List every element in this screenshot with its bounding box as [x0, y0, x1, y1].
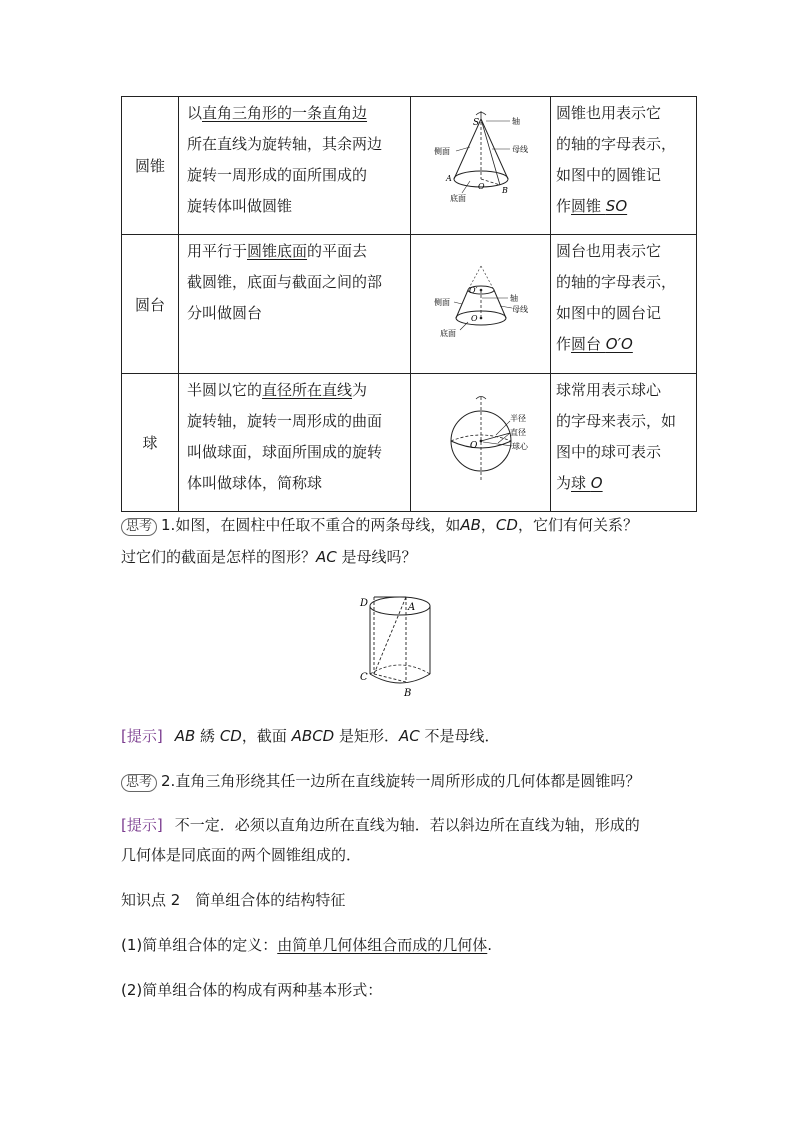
table-row-sphere	[122, 374, 697, 512]
cell-name-sphere: 球	[122, 374, 179, 512]
symbol-cd: CD	[219, 727, 242, 745]
cell-def-cone	[179, 97, 411, 235]
label-a: A	[445, 173, 452, 183]
note-text: 作	[556, 335, 572, 353]
cell-fig-cone	[411, 97, 551, 235]
note-line: 如图中的圆锥记	[556, 166, 662, 184]
label-o: O	[469, 440, 477, 451]
think2-text: 2.直角三角形绕其任一边所在直线旋转一周所形成的几何体都是圆锥吗？	[161, 772, 641, 790]
def-line	[187, 98, 406, 129]
symbol-ac: AC	[316, 548, 337, 566]
def-underlined: 圆锥底面	[247, 242, 308, 260]
label-a: A	[408, 602, 416, 613]
hint2-text: 不一定．必须以直角边所在直线为轴．若以斜边所在直线为轴，形成的	[174, 816, 640, 834]
note-underlined	[571, 474, 603, 492]
note-ul-text: 圆台	[571, 335, 606, 353]
hint2-line1	[121, 810, 681, 840]
label-d: D	[360, 598, 369, 609]
symbol-ac: AC	[399, 727, 420, 745]
label-generatrix: 母线	[511, 144, 528, 154]
def-underlined: 直径所在直线	[262, 381, 353, 399]
note-line	[556, 468, 692, 499]
hint-tag: [提示]	[121, 816, 163, 834]
label-c: C	[360, 672, 368, 683]
parallel-equal-sign: 綉	[195, 727, 220, 745]
hint1-text-2: 是矩形．	[334, 727, 399, 745]
note-ul-symbol: O	[590, 474, 603, 492]
note-line	[556, 329, 692, 360]
def-line: 所在直线为旋转轴，其余两边	[187, 135, 383, 153]
label-s: S	[472, 117, 479, 128]
label-center: 球心	[511, 441, 528, 451]
think1-text: 1.如图，在圆柱中任取不重合的两条母线，如	[161, 516, 461, 534]
table-row-cone	[122, 97, 697, 235]
sphere-figure	[426, 391, 536, 491]
def-line	[187, 236, 406, 267]
def-line: 体叫做球体，简称球	[187, 474, 323, 492]
cell-fig-frustum	[411, 235, 551, 374]
note-line: 图中的球可表示	[556, 443, 662, 461]
label-base: 底面	[449, 193, 466, 203]
def-text: 用平行于	[187, 242, 248, 260]
note-line: 球常用表示球心	[556, 381, 662, 399]
item1-end: .	[487, 936, 493, 954]
def-line: 叫做球面，球面所围成的旋转	[187, 443, 383, 461]
def-text: 的平面去	[307, 242, 368, 260]
cone-figure	[426, 109, 536, 219]
cylinder-figure	[356, 588, 440, 698]
symbol-cd: CD	[495, 516, 518, 534]
definition-item-1	[121, 930, 681, 960]
note-line: 圆台也用表示它	[556, 242, 662, 260]
think1-line1	[121, 510, 681, 540]
cell-def-sphere	[179, 374, 411, 512]
think1-text-2: ，它们有何关系？	[517, 516, 638, 534]
hint2-line2: 几何体是同底面的两个圆锥组成的．	[121, 846, 362, 864]
symbol-ab: AB	[460, 516, 481, 534]
def-line: 旋转轴，旋转一周形成的曲面	[187, 412, 383, 430]
def-line: 旋转体叫做圆锥	[187, 197, 293, 215]
label-axis: 轴	[511, 116, 520, 126]
symbol-abcd: ABCD	[291, 727, 335, 745]
solids-table	[121, 96, 697, 512]
cell-name-frustum: 圆台	[122, 235, 179, 374]
hint-2	[121, 810, 681, 870]
note-ul-symbol: O′O	[605, 335, 633, 353]
note-underlined	[571, 197, 627, 215]
think1-comma: ，	[480, 516, 496, 534]
label-o: O	[470, 314, 478, 323]
think-question-2	[121, 766, 681, 796]
cell-note-frustum	[551, 235, 697, 374]
item1-prefix: (1)简单组合体的定义：	[121, 936, 278, 954]
note-ul-symbol: SO	[605, 197, 628, 215]
cell-def-frustum	[179, 235, 411, 374]
note-line: 的轴的字母表示，	[556, 135, 677, 153]
label-axis: 轴	[509, 294, 518, 303]
label-radius: 半径	[509, 413, 526, 423]
def-line: 旋转一周形成的面所围成的	[187, 166, 368, 184]
table-row-frustum	[122, 235, 697, 374]
cell-note-sphere	[551, 374, 697, 512]
label-side: 侧面	[433, 298, 450, 307]
hint1-text: ，截面	[241, 727, 292, 745]
def-text: 以	[187, 104, 203, 122]
section-heading: 知识点 2 简单组合体的结构特征	[121, 891, 346, 909]
def-text: 半圆以它的	[187, 381, 263, 399]
note-ul-text: 球	[571, 474, 591, 492]
note-line: 的轴的字母表示，	[556, 273, 677, 291]
label-base: 底面	[439, 329, 456, 338]
label-o: O	[477, 181, 485, 191]
think-tag: 思考	[121, 518, 157, 536]
note-line	[556, 191, 692, 222]
note-ul-text: 圆锥	[571, 197, 606, 215]
label-side: 侧面	[433, 146, 450, 156]
think-tag: 思考	[121, 774, 157, 792]
cell-name-cone: 圆锥	[122, 97, 179, 235]
definition-item-2: (2)简单组合体的构成有两种基本形式：	[121, 981, 383, 999]
hint-tag: [提示]	[121, 727, 163, 745]
note-line: 如图中的圆台记	[556, 304, 662, 322]
think-question-1	[121, 510, 681, 572]
def-line: 截圆锥，底面与截面之间的部	[187, 273, 383, 291]
note-text: 作	[556, 197, 572, 215]
symbol-ab: AB	[174, 727, 196, 745]
note-text: 为	[556, 474, 572, 492]
label-diameter: 直径	[509, 427, 526, 437]
hint-1	[121, 721, 681, 751]
def-underlined: 直角三角形的一条直角边	[202, 104, 368, 122]
cell-note-cone	[551, 97, 697, 235]
cell-fig-sphere	[411, 374, 551, 512]
note-underlined	[571, 335, 633, 353]
label-generatrix: 母线	[511, 305, 528, 314]
label-b: B	[404, 688, 412, 698]
think1-text-3: 过它们的截面是怎样的图形？	[121, 548, 317, 566]
label-o-prime: O′	[468, 286, 477, 295]
def-text: 为	[352, 381, 368, 399]
label-b: B	[501, 185, 508, 195]
think1-text-4: 是母线吗？	[336, 548, 417, 566]
def-line: 分叫做圆台	[187, 304, 263, 322]
item1-underlined: 由简单几何体组合而成的几何体	[277, 936, 488, 954]
def-line	[187, 375, 406, 406]
think1-line2	[121, 542, 681, 572]
note-line: 圆锥也用表示它	[556, 104, 662, 122]
hint1-text-3: 不是母线．	[419, 727, 500, 745]
frustum-figure	[426, 252, 536, 352]
note-line: 的字母来表示，如	[556, 412, 677, 430]
